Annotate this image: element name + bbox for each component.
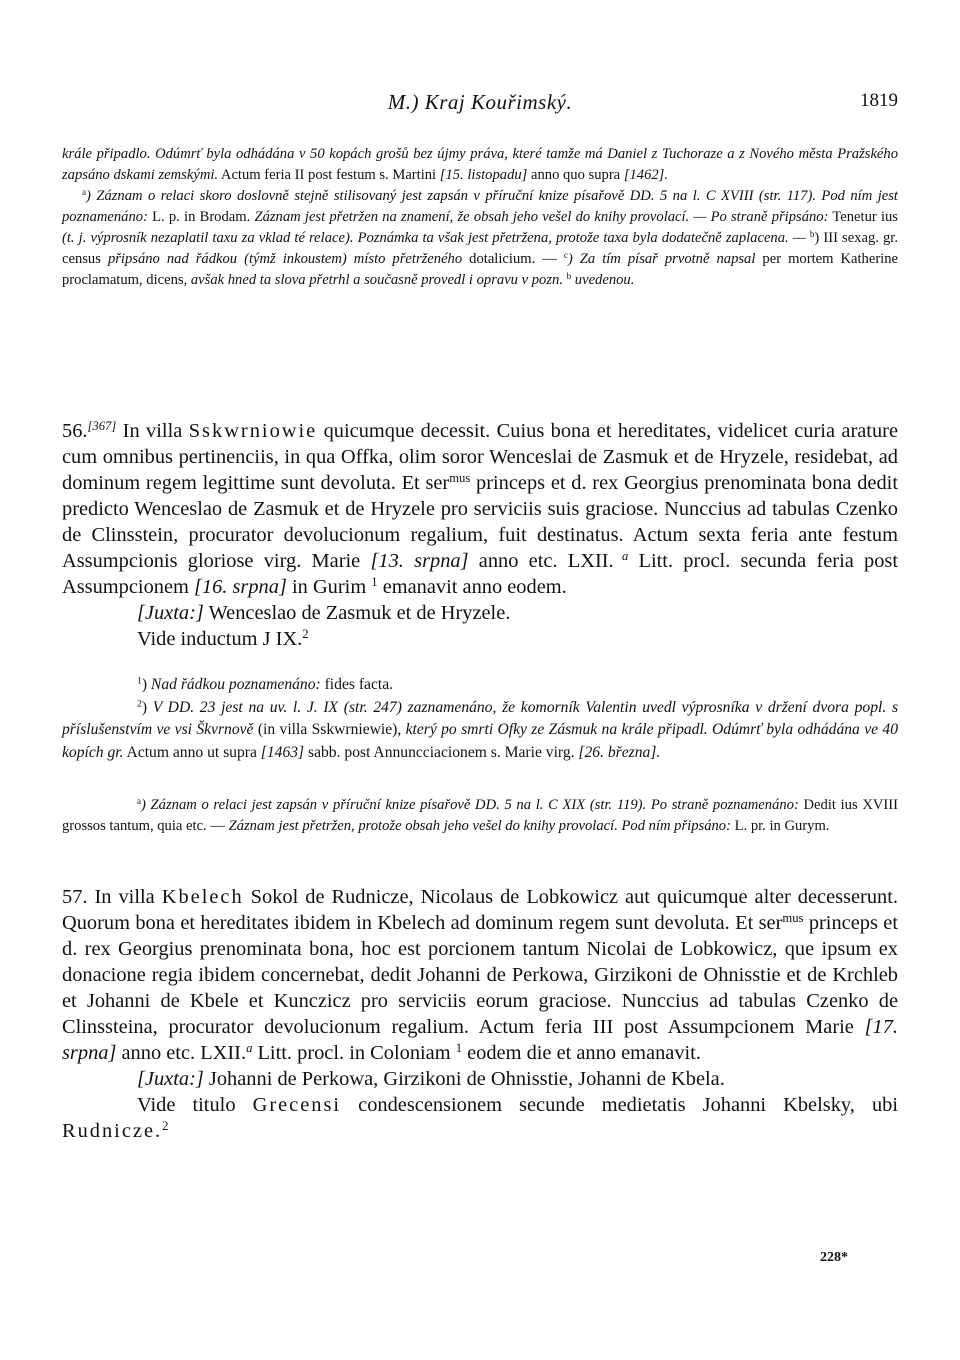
text-run: (in villa Sskwrniewie), [253,721,406,738]
text-run: quicumque decessit. Cuius bona et hereditates, videlicet curia arature cum omnibus pertinenciis, in qua Offka, olim soror Wenceslai de Zasmuk et de Hryzele, residebat, ad dominum regem legittime sunt devoluta. Et ser [62,420,898,494]
text-run: [15. listopadu] [439,167,528,183]
running-header [62,90,898,120]
text-run: ) Záznam o relaci jest zapsán v příruční knize písařově DD. 5 na l. C XIX (str. 119). Po straně poznamenáno: [141,797,799,813]
text-run: [1463] [260,743,305,761]
text-run: [26. března]. [578,743,661,761]
superscript-mark: 1 [137,675,142,687]
text-run: Wenceslao de Zasmuk et de Hryzele. [203,602,511,624]
entry-56-juxta [62,600,898,626]
text-run: Rudnicze. [62,1120,163,1142]
entry-56-relace-note [62,795,898,837]
superscript-mark: 2 [302,627,309,642]
superscript-mark: [367] [87,419,117,434]
entry-57 [62,884,898,1144]
superscript-mark: a [613,549,629,564]
text-run: anno etc. LXII. [468,550,614,572]
text-run: Záznam jest přetržen, protože obsah jeho vešel do knihy provolací. Pod ním připsáno: [228,818,731,834]
text-run: krále připadlo. Odúmrť byla odhádána v 50 kopách grošů bez újmy práva, které tamže má Daniel z Tuchoraze a z Nového města Pražského zapsáno dskami zemskými. [62,146,898,183]
text-run: ) [141,676,151,693]
superscript-mark: 2 [162,1119,169,1134]
superscript-mark: mus [449,471,471,486]
note-paragraph [62,144,898,186]
entry-56 [62,418,898,652]
text-run: emanavit anno eodem. [377,576,567,598]
text-run: avšak hned ta slova přetrhl a současně provedl i opravu v pozn. [190,272,567,288]
text-run: fides facta. [320,676,394,693]
text-run: Actum anno ut supra [123,743,261,761]
text-run: Grecensi [252,1094,342,1116]
text-run: Sskwrniowie [188,420,318,442]
text-run: V DD. 23 jest na uv. l. J. IX (str. 247) zaznamenáno, že komorník Valentin uvedl výprosníka v držení dvora popl. s příslušenstvím ve vsi Škvrnově [62,698,899,738]
text-run: Záznam jest přetržen na znamení, že obsah jeho vešel do knihy provolací. — Po straně připsáno: [254,209,829,225]
page-number: 1819 [860,90,898,111]
text-run: Litt. procl. in Coloniam [252,1042,456,1064]
text-run: ) [141,698,153,716]
text-run: Kbelech [161,886,244,908]
text-run: Johanni de Perkowa, Girzikoni de Ohnisstie, Johanni de Kbela. [203,1068,725,1090]
footnote-1 [62,674,898,697]
text-run: Vide inductum J IX. [137,628,303,650]
text-run: in Gurim [286,576,372,598]
text-run: L. p. in Brodam. [147,209,255,225]
text-run: Sokol de Rudnicze, Nicolaus de Lobkowicz aut quicumque alter decesserunt. Quorum bona et hereditates ibidem in Kbelech ad dominum regem sunt devoluta. Et ser [62,886,898,934]
text-run: ) Záznam o relaci skoro doslovně stejně stilisovaný jest zapsán v příruční knize písařově DD. 5 na l. C XVIII (str. 117). Pod ním jest poznamenáno: [62,188,898,225]
text-run: ) III sexag. gr. census [62,230,899,267]
superscript-mark: a [82,187,87,198]
text-run: In villa [116,420,189,442]
text-run: L. pr. in Gurym. [730,818,830,834]
text-run: per mortem Katherine proclamatum, dicens, [62,251,899,288]
footnote-a-paragraph [62,186,898,291]
text-run: [1462]. [623,167,669,183]
superscript-mark: mus [782,911,804,926]
text-run: eodem die et anno emanavit. [462,1042,701,1064]
text-run: In villa [87,886,162,908]
entry-57-vide [62,1092,898,1144]
entry-57-body [62,884,898,1066]
text-run: uvedenou. [571,272,635,288]
superscript-mark: b [809,229,815,240]
text-run: dotalicium. — [462,251,564,267]
text-run: [16. srpna] [193,576,287,598]
text-run: sabb. post Annuncciacionem s. Marie virg. [304,743,579,761]
running-title: M.) Kraj Kouřimský. [387,90,573,114]
footnote-2 [62,697,898,765]
text-run: který po smrti Ofky ze Zásmuk na krále připadl. Odúmrť byla odhádána ve 40 kopích gr. [62,721,898,761]
text-run: (t. j. výprosník nezaplatil taxu za vklad té relace). Poznámka ta však jest přetržena, protože taxa byla dodatečně zaplacena. — [62,230,806,246]
text-run: princeps et d. rex Georgius prenominata bona, hoc est porcionem tantum Nicolai de Lobkowicz, que ipsum ex donacione regia ibidem concernebat, dedit Johanni de Perkowa, Girzikoni de Ohnisstie et de Krchleb et Johanni de Kbele et Kunczicz pro serviciis eorum graciose. Nunccius ad tabulas Czenko de Clinssteina, procurator devolucionum regalium. Actum feria III post Assumpcionem Marie [62,912,898,1038]
text-run: 57. [62,886,88,908]
text-run: Dedit ius XVIII grossos tantum, quia etc. — [62,797,898,834]
signature-mark: 228* [820,1250,848,1265]
text-run: ) Za tím písař prvotně napsal [567,251,756,267]
text-run: připsáno nad řádkou (týmž inkoustem) místo přetrženého [107,251,463,267]
text-run: condescensionem secunde medietatis Johanni Kbelsky, ubi [341,1094,898,1116]
text-run: Actum feria II post festum s. Martini [218,167,440,183]
superscript-mark: a [137,796,142,807]
entry-56-vide [62,626,898,652]
entry-56-footnotes [62,674,898,764]
text-run: Nad řádkou poznamenáno: [150,676,321,693]
text-run: princeps et d. rex Georgius prenominata bona dedit predicto Wenceslao de Zasmuk et de Hryzele pro serviciis suis graciose. Nunccius ad tabulas Czenko de Clinsstein, procurator devolucionum regalium, fuit destinatus. Actum sexta feria ante festum Assumpcionis gloriose virg. Marie [62,472,898,572]
text-run: Litt. procl. secunda feria post Assumpcionem [62,550,899,598]
text-run: anno etc. LXII. [116,1042,247,1064]
previous-entry-note [62,144,898,291]
superscript-mark: 2 [137,698,142,710]
text-run: [17. srpna] [62,1016,898,1064]
text-run: [Juxta:] [137,1068,204,1090]
text-run: anno quo supra [527,167,624,183]
footnote-a [62,795,898,837]
entry-56-body [62,418,898,600]
text-run: Tenetur ius [828,209,898,225]
text-run: 56. [62,420,88,442]
superscript-mark: 1 [455,1041,463,1056]
superscript-mark: b [566,271,572,282]
entry-57-juxta [62,1066,898,1092]
text-run: Vide titulo [137,1094,253,1116]
superscript-mark: a [246,1041,253,1056]
superscript-mark: c [563,250,568,261]
superscript-mark: 1 [371,575,378,590]
text-run: [13. srpna] [370,550,469,572]
text-run: [Juxta:] [137,602,204,624]
